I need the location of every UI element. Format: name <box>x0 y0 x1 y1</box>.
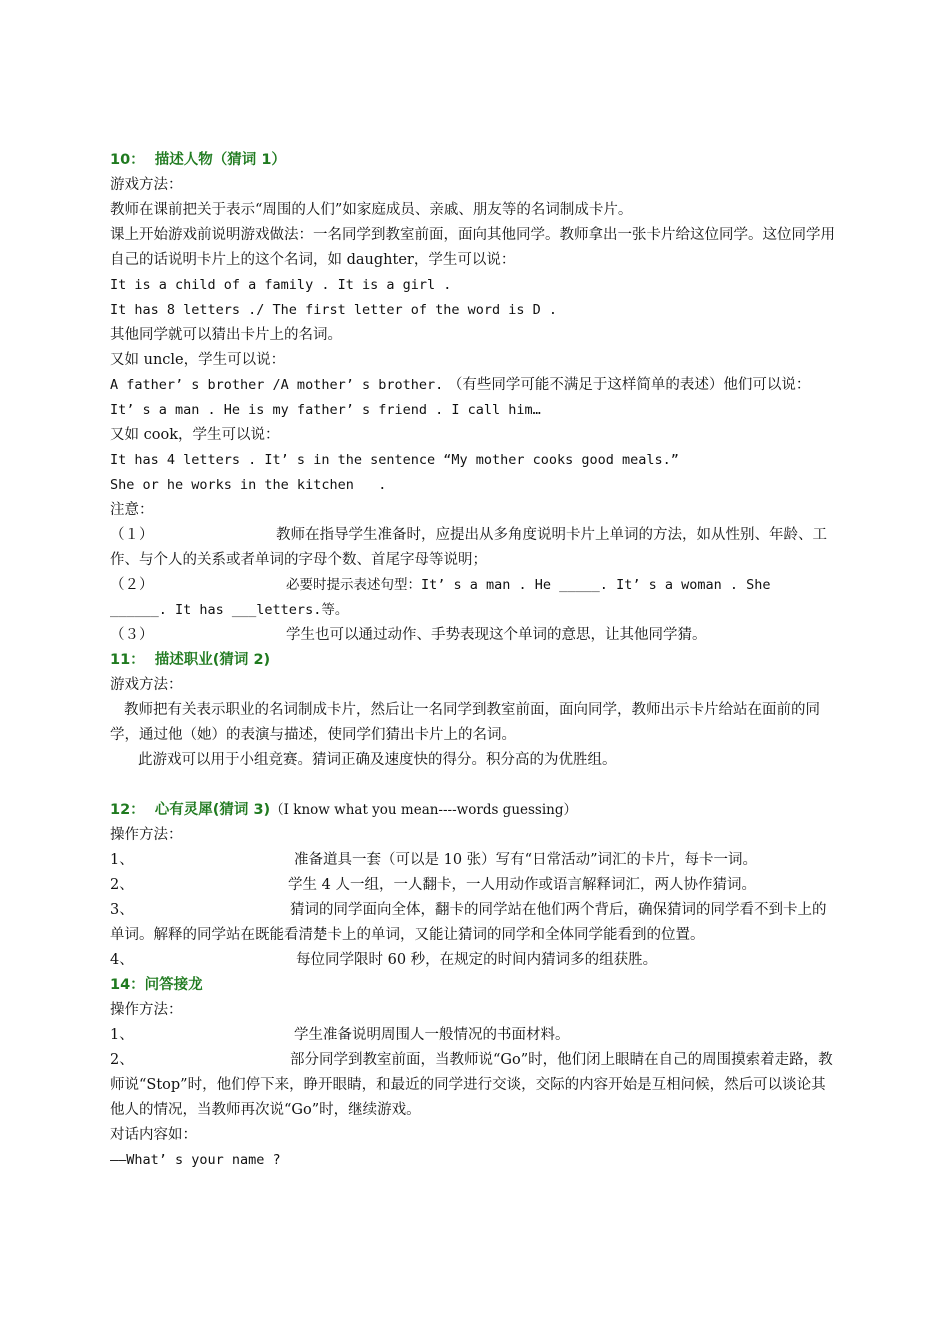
section-10-paragraph-2: 课上开始游戏前说明游戏做法：一名同学到教室前面，面向其他同学。教师拿出一张卡片给这位同学。这位同学用自己的话说明卡片上的这个名词，如 daughter，学生可以说： <box>110 227 835 268</box>
item-1-number: 1、 <box>110 1027 134 1043</box>
item-2-number: 2、 <box>110 877 134 893</box>
section-10-note-3 <box>110 623 835 648</box>
note-1-number: （１） <box>110 527 154 543</box>
section-11-paragraph-2: 此游戏可以用于小组竞赛。猜词正确及速度快的得分。积分高的为优胜组。 <box>138 752 617 768</box>
section-10-note-1 <box>110 523 835 573</box>
section-10-paragraph-4: 又如 uncle，学生可以说： <box>110 352 286 368</box>
section-10-note-2 <box>110 573 835 623</box>
section-10-example-5: It has 4 letters . It’ s in the sentence “My mother cooks good meals.” <box>110 452 679 468</box>
spacer <box>110 773 835 798</box>
item-4-text: 每位同学限时 60 秒，在规定的时间内猜词多的组获胜。 <box>296 952 658 968</box>
note-2-number: （２） <box>110 577 154 593</box>
note-2-text: 必要时提示表述句型：It’ s a man . He _____. It’ s a woman . She ______. It has ___letters.等。 <box>110 577 771 618</box>
section-12-item-2 <box>110 873 835 898</box>
section-12-item-3 <box>110 898 835 948</box>
section-12-item-4 <box>110 948 835 973</box>
section-11-heading: 11： 描述职业(猜词 2) <box>110 652 271 668</box>
section-12-heading <box>110 798 835 823</box>
item-2-number: 2、 <box>110 1052 134 1068</box>
section-10-paragraph-3: 其他同学就可以猜出卡片上的名词。 <box>110 327 342 343</box>
item-4-number: 4、 <box>110 952 134 968</box>
section-14-method-label: 操作方法： <box>110 1002 183 1018</box>
note-1-text: 教师在指导学生准备时，应提出从多角度说明卡片上单词的方法，如从性别、年龄、工作、与个人的关系或者单词的字母个数、首尾字母等说明； <box>110 527 827 568</box>
section-10-paragraph-1: 教师在课前把关于表示“周围的人们”如家庭成员、亲戚、朋友等的名词制成卡片。 <box>110 202 633 218</box>
item-2-text: 部分同学到教室前面，当教师说“Go”时，他们闭上眼睛在自己的周围摸索着走路，教师说“Stop”时，他们停下来，睁开眼睛，和最近的同学进行交谈，交际的内容开始是互相问候，然后可以谈论其他人的情况，当教师再次说“Go”时，继续游戏。 <box>110 1052 833 1118</box>
note-3-text: 学生也可以通过动作、手势表现这个单词的意思，让其他同学猜。 <box>286 627 707 643</box>
section-10-example-6: She or he works in the kitchen . <box>110 477 387 493</box>
section-14-heading: 14：问答接龙 <box>110 977 203 993</box>
item-3-number: 3、 <box>110 902 134 918</box>
section-10-example-3a: A father’ s brother /A mother’ s brother. <box>110 377 444 393</box>
section-10-note-label: 注意： <box>110 502 154 518</box>
section-10-example-3b: （有些同学可能不满足于这样简单的表述）他们可以说： <box>447 377 811 393</box>
section-14-dialog-line-1: ——What’ s your name ? <box>110 1152 281 1168</box>
section-11-method-label: 游戏方法： <box>110 677 183 693</box>
section-12-heading-subtitle: （I know what you mean----words guessing） <box>270 802 578 818</box>
item-1-text: 准备道具一套（可以是 10 张）写有“日常活动”词汇的卡片，每卡一词。 <box>294 852 757 868</box>
section-10-heading: 10： 描述人物（猜词 1） <box>110 152 286 168</box>
section-10-method-label: 游戏方法： <box>110 177 183 193</box>
item-2-text: 学生 4 人一组，一人翻卡，一人用动作或语言解释词汇，两人协作猜词。 <box>288 877 756 893</box>
section-10-example-3 <box>110 373 835 398</box>
section-11-paragraph-1: 教师把有关表示职业的名词制成卡片，然后让一名同学到教室前面，面向同学，教师出示卡片给站在面前的同学，通过他（她）的表演与描述，使同学们猜出卡片上的名词。 <box>110 702 820 743</box>
section-14-item-1 <box>110 1023 835 1048</box>
item-1-number: 1、 <box>110 852 134 868</box>
section-14-dialog-label: 对话内容如： <box>110 1127 197 1143</box>
section-10-paragraph-5: 又如 cook，学生可以说： <box>110 427 280 443</box>
item-1-text: 学生准备说明周围人一般情况的书面材料。 <box>294 1027 570 1043</box>
item-3-text: 猜词的同学面向全体，翻卡的同学站在他们两个背后，确保猜词的同学看不到卡上的单词。解释的同学站在既能看清楚卡上的单词，又能让猜词的同学和全体同学能看到的位置。 <box>110 902 827 943</box>
section-10-example-1: It is a child of a family . It is a girl . <box>110 277 452 293</box>
section-12-heading-title: 12： 心有灵犀(猜词 3) <box>110 802 271 818</box>
section-10-example-2: It has 8 letters ./ The first letter of the word is D . <box>110 302 558 318</box>
section-12-method-label: 操作方法： <box>110 827 183 843</box>
section-10-example-4: It’ s a man . He is my father’ s friend . I call him… <box>110 402 541 418</box>
section-12-item-1 <box>110 848 835 873</box>
document-page <box>110 148 835 1173</box>
section-14-item-2 <box>110 1048 835 1123</box>
note-3-number: （３） <box>110 627 154 643</box>
